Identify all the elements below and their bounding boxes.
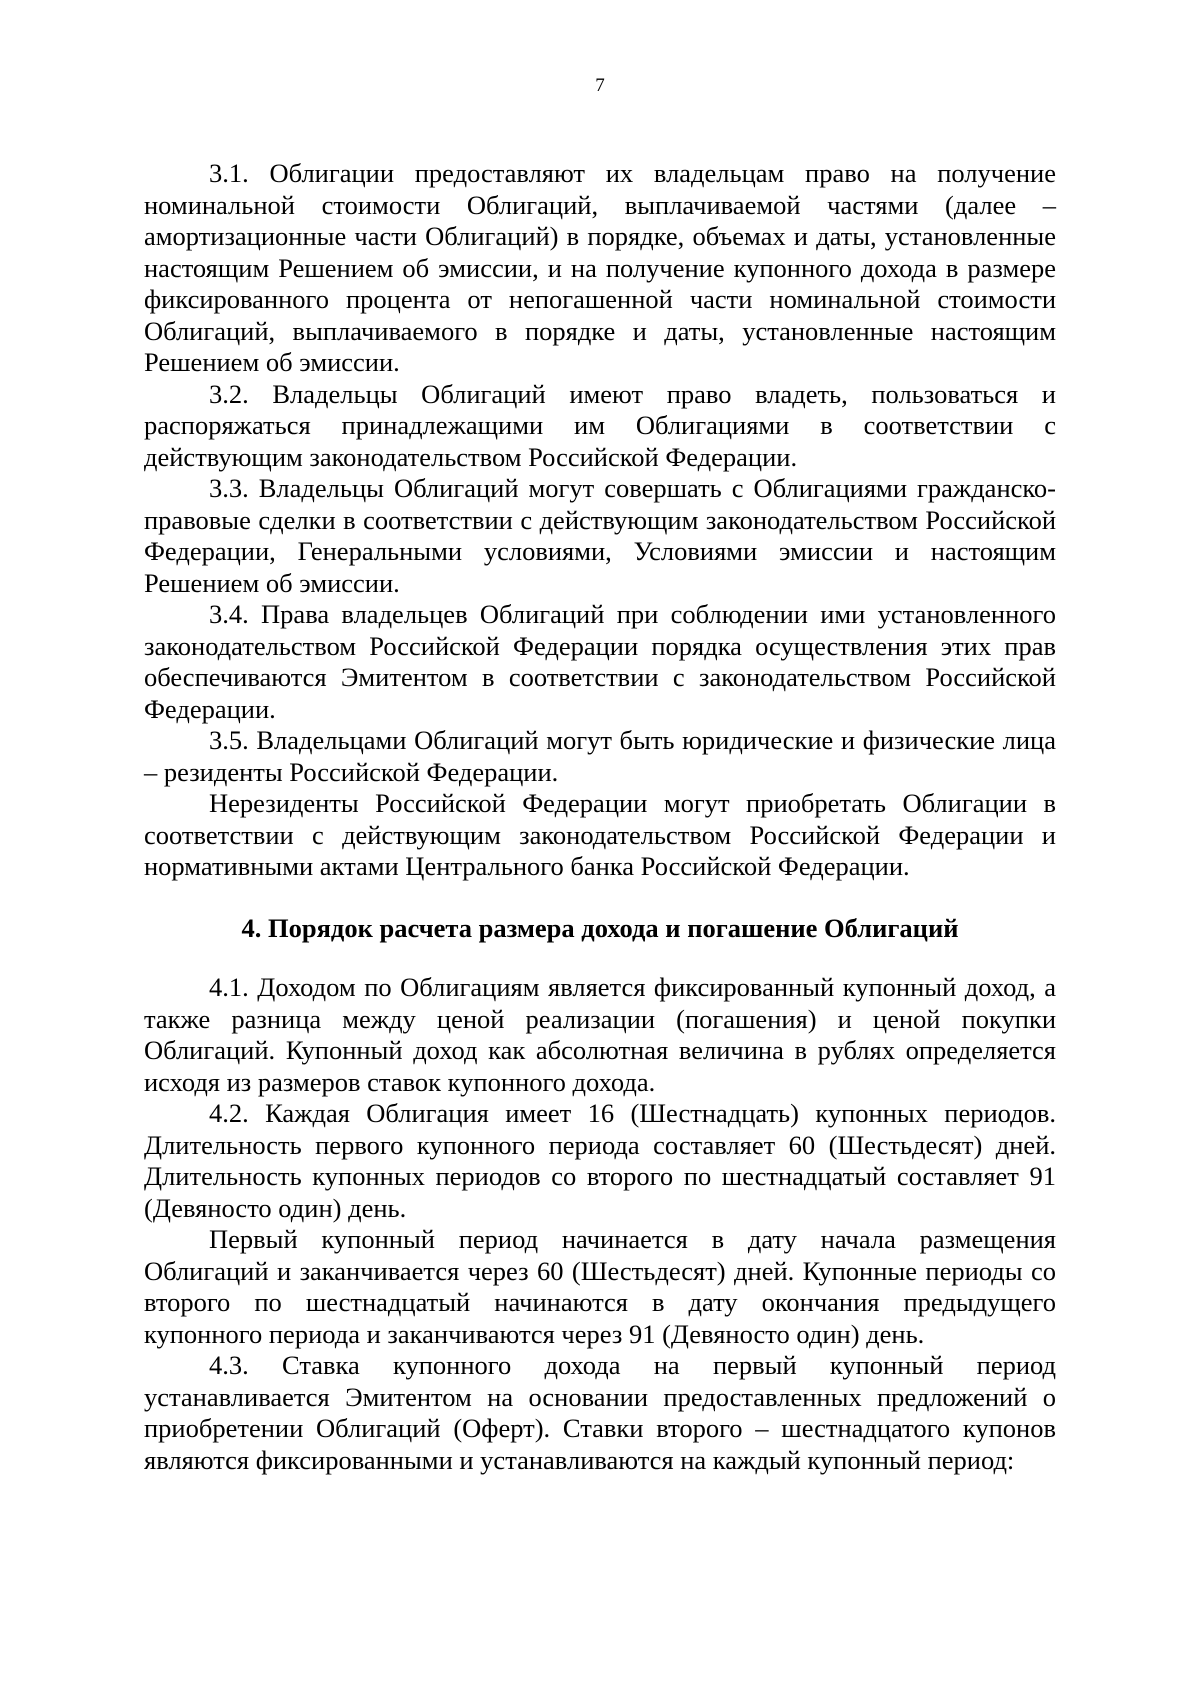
paragraph-3-5: 3.5. Владельцами Облигаций могут быть юридические и физические лица – резиденты Российской Федерации. [144,725,1056,787]
paragraph-3-1: 3.1. Облигации предоставляют их владельцам право на получение номинальной стоимости Облигаций, выплачиваемой частями (далее – амортизационные части Облигаций) в порядке, объемах и даты, установленные настоящим Решением об эмиссии, и на получение купонного дохода в размере фиксированного процента от непогашенной части номинальной стоимости Облигаций, выплачиваемого в порядке и даты, установленные настоящим Решением об эмиссии. [144,158,1056,377]
page-number: 7 [595,75,605,96]
document-body [144,158,1056,1476]
paragraph-3-3: 3.3. Владельцы Облигаций могут совершать с Облигациями гражданско-правовые сделки в соответствии с действующим законодательством Российской Федерации, Генеральными условиями, Условиями эмиссии и настоящим Решением об эмиссии. [144,473,1056,598]
paragraph-nonresidents: Нерезиденты Российской Федерации могут приобретать Облигации в соответствии с действующим законодательством Российской Федерации и нормативными актами Центрального банка Российской Федерации. [144,788,1056,881]
paragraph-4-1: 4.1. Доходом по Облигациям является фиксированный купонный доход, а также разница между ценой реализации (погашения) и ценой покупки Облигаций. Купонный доход как абсолютная величина в рублях определяется исходя из размеров ставок купонного дохода. [144,972,1056,1097]
paragraph-first-coupon-period: Первый купонный период начинается в дату начала размещения Облигаций и заканчивается через 60 (Шестьдесят) дней. Купонные периоды со второго по шестнадцатый начинаются в дату окончания предыдущего купонного периода и заканчиваются через 91 (Девяносто один) день. [144,1224,1056,1349]
paragraph-3-4: 3.4. Права владельцев Облигаций при соблюдении ими установленного законодательством Российской Федерации порядка осуществления этих прав обеспечиваются Эмитентом в соответствии с законодательством Российской Федерации. [144,599,1056,724]
paragraph-3-2: 3.2. Владельцы Облигаций имеют право владеть, пользоваться и распоряжаться принадлежащими им Облигациями в соответствии с действующим законодательством Российской Федерации. [144,378,1056,472]
paragraph-4-2: 4.2. Каждая Облигация имеет 16 (Шестнадцать) купонных периодов. Длительность первого купонного периода составляет 60 (Шестьдесят) дней. Длительность купонных периодов со второго по шестнадцатый составляет 91 (Девяносто один) день. [144,1098,1056,1223]
paragraph-4-3: 4.3. Ставка купонного дохода на первый купонный период устанавливается Эмитентом на основании предоставленных предложений о приобретении Облигаций (Оферт). Ставки второго – шестнадцатого купонов являются фиксированными и устанавливаются на каждый купонный период: [144,1350,1056,1475]
section-4-heading: 4. Порядок расчета размера дохода и погашение Облигаций [241,912,959,943]
